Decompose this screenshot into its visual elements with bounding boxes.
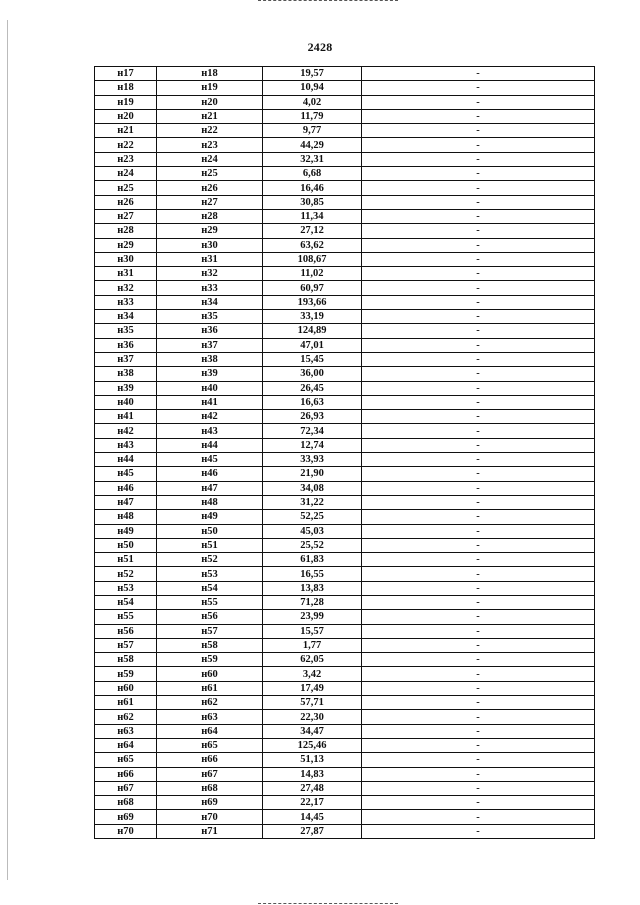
from-point-cell: н24	[95, 167, 157, 181]
distance-cell: 11,34	[263, 209, 362, 223]
to-point-cell: н59	[157, 653, 263, 667]
from-point-cell: н44	[95, 453, 157, 467]
from-point-cell: н41	[95, 410, 157, 424]
table-row	[95, 524, 595, 538]
note-cell: -	[362, 510, 595, 524]
note-cell: -	[362, 267, 595, 281]
from-point-cell: н18	[95, 81, 157, 95]
note-cell: -	[362, 338, 595, 352]
distance-cell: 71,28	[263, 595, 362, 609]
note-cell: -	[362, 595, 595, 609]
note-cell: -	[362, 310, 595, 324]
note-cell: -	[362, 195, 595, 209]
table-row	[95, 453, 595, 467]
to-point-cell: н48	[157, 495, 263, 509]
distance-cell: 45,03	[263, 524, 362, 538]
from-point-cell: н57	[95, 638, 157, 652]
to-point-cell: н55	[157, 595, 263, 609]
from-point-cell: н32	[95, 281, 157, 295]
to-point-cell: н62	[157, 696, 263, 710]
note-cell: -	[362, 767, 595, 781]
to-point-cell: н28	[157, 209, 263, 223]
to-point-cell: н57	[157, 624, 263, 638]
distance-cell: 22,17	[263, 796, 362, 810]
distance-cell: 16,63	[263, 395, 362, 409]
from-point-cell: н34	[95, 310, 157, 324]
table-row	[95, 710, 595, 724]
note-cell: -	[362, 467, 595, 481]
note-cell: -	[362, 95, 595, 109]
table-row	[95, 367, 595, 381]
table-row	[95, 181, 595, 195]
from-point-cell: н35	[95, 324, 157, 338]
to-point-cell: н32	[157, 267, 263, 281]
table-row	[95, 753, 595, 767]
from-point-cell: н21	[95, 124, 157, 138]
page-number: 2428	[307, 40, 333, 54]
distance-cell: 72,34	[263, 424, 362, 438]
to-point-cell: н18	[157, 67, 263, 81]
table-row	[95, 595, 595, 609]
from-point-cell: н52	[95, 567, 157, 581]
table-row	[95, 352, 595, 366]
distance-cell: 47,01	[263, 338, 362, 352]
table-row	[95, 252, 595, 266]
to-point-cell: н64	[157, 724, 263, 738]
from-point-cell: н29	[95, 238, 157, 252]
to-point-cell: н31	[157, 252, 263, 266]
note-cell: -	[362, 710, 595, 724]
note-cell: -	[362, 753, 595, 767]
to-point-cell: н49	[157, 510, 263, 524]
table-body	[95, 67, 595, 839]
table-row	[95, 338, 595, 352]
note-cell: -	[362, 424, 595, 438]
note-cell: -	[362, 367, 595, 381]
to-point-cell: н40	[157, 381, 263, 395]
to-point-cell: н33	[157, 281, 263, 295]
table-row	[95, 238, 595, 252]
note-cell: -	[362, 67, 595, 81]
to-point-cell: н70	[157, 810, 263, 824]
distance-cell: 34,08	[263, 481, 362, 495]
to-point-cell: н58	[157, 638, 263, 652]
from-point-cell: н64	[95, 738, 157, 752]
table-row	[95, 495, 595, 509]
note-cell: -	[362, 810, 595, 824]
to-point-cell: н46	[157, 467, 263, 481]
to-point-cell: н35	[157, 310, 263, 324]
to-point-cell: н51	[157, 538, 263, 552]
from-point-cell: н40	[95, 395, 157, 409]
to-point-cell: н66	[157, 753, 263, 767]
from-point-cell: н45	[95, 467, 157, 481]
distance-cell: 19,57	[263, 67, 362, 81]
note-cell: -	[362, 395, 595, 409]
to-point-cell: н47	[157, 481, 263, 495]
to-point-cell: н65	[157, 738, 263, 752]
scan-left-edge-line	[7, 20, 8, 880]
from-point-cell: н51	[95, 553, 157, 567]
to-point-cell: н63	[157, 710, 263, 724]
distance-cell: 125,46	[263, 738, 362, 752]
from-point-cell: н42	[95, 424, 157, 438]
table-row	[95, 538, 595, 552]
from-point-cell: н56	[95, 624, 157, 638]
distance-cell: 15,45	[263, 352, 362, 366]
from-point-cell: н70	[95, 824, 157, 838]
to-point-cell: н25	[157, 167, 263, 181]
to-point-cell: н26	[157, 181, 263, 195]
distance-cell: 52,25	[263, 510, 362, 524]
from-point-cell: н43	[95, 438, 157, 452]
to-point-cell: н41	[157, 395, 263, 409]
table-row	[95, 124, 595, 138]
table-row	[95, 481, 595, 495]
note-cell: -	[362, 81, 595, 95]
from-point-cell: н38	[95, 367, 157, 381]
note-cell: -	[362, 610, 595, 624]
note-cell: -	[362, 495, 595, 509]
distance-cell: 51,13	[263, 753, 362, 767]
table-row	[95, 696, 595, 710]
from-point-cell: н58	[95, 653, 157, 667]
to-point-cell: н21	[157, 109, 263, 123]
to-point-cell: н71	[157, 824, 263, 838]
distance-cell: 26,45	[263, 381, 362, 395]
table-row	[95, 209, 595, 223]
table-row	[95, 553, 595, 567]
distance-cell: 108,67	[263, 252, 362, 266]
note-cell: -	[362, 238, 595, 252]
note-cell: -	[362, 824, 595, 838]
from-point-cell: н69	[95, 810, 157, 824]
boundary-segments-table	[94, 66, 595, 839]
note-cell: -	[362, 696, 595, 710]
note-cell: -	[362, 438, 595, 452]
note-cell: -	[362, 410, 595, 424]
from-point-cell: н63	[95, 724, 157, 738]
table-row	[95, 95, 595, 109]
note-cell: -	[362, 209, 595, 223]
to-point-cell: н60	[157, 667, 263, 681]
distance-cell: 6,68	[263, 167, 362, 181]
table-row	[95, 281, 595, 295]
note-cell: -	[362, 681, 595, 695]
from-point-cell: н62	[95, 710, 157, 724]
from-point-cell: н28	[95, 224, 157, 238]
note-cell: -	[362, 724, 595, 738]
to-point-cell: н56	[157, 610, 263, 624]
from-point-cell: н49	[95, 524, 157, 538]
distance-cell: 193,66	[263, 295, 362, 309]
distance-cell: 23,99	[263, 610, 362, 624]
table-row	[95, 781, 595, 795]
from-point-cell: н33	[95, 295, 157, 309]
distance-cell: 17,49	[263, 681, 362, 695]
from-point-cell: н59	[95, 667, 157, 681]
from-point-cell: н30	[95, 252, 157, 266]
table-row	[95, 667, 595, 681]
to-point-cell: н38	[157, 352, 263, 366]
table-row	[95, 324, 595, 338]
distance-cell: 33,93	[263, 453, 362, 467]
distance-cell: 34,47	[263, 724, 362, 738]
to-point-cell: н44	[157, 438, 263, 452]
from-point-cell: н54	[95, 595, 157, 609]
table-row	[95, 438, 595, 452]
from-point-cell: н17	[95, 67, 157, 81]
note-cell: -	[362, 152, 595, 166]
distance-cell: 15,57	[263, 624, 362, 638]
table-row	[95, 138, 595, 152]
distance-cell: 26,93	[263, 410, 362, 424]
distance-cell: 36,00	[263, 367, 362, 381]
table-row	[95, 310, 595, 324]
distance-cell: 1,77	[263, 638, 362, 652]
to-point-cell: н30	[157, 238, 263, 252]
table-row	[95, 610, 595, 624]
distance-cell: 33,19	[263, 310, 362, 324]
table-row	[95, 796, 595, 810]
to-point-cell: н24	[157, 152, 263, 166]
note-cell: -	[362, 653, 595, 667]
to-point-cell: н19	[157, 81, 263, 95]
distance-cell: 14,83	[263, 767, 362, 781]
table-row	[95, 638, 595, 652]
note-cell: -	[362, 181, 595, 195]
distance-cell: 14,45	[263, 810, 362, 824]
distance-cell: 61,83	[263, 553, 362, 567]
table-row	[95, 410, 595, 424]
note-cell: -	[362, 224, 595, 238]
table-row	[95, 295, 595, 309]
from-point-cell: н66	[95, 767, 157, 781]
from-point-cell: н39	[95, 381, 157, 395]
table-row	[95, 81, 595, 95]
table-row	[95, 381, 595, 395]
table-row	[95, 810, 595, 824]
note-cell: -	[362, 581, 595, 595]
distance-cell: 16,46	[263, 181, 362, 195]
from-point-cell: н67	[95, 781, 157, 795]
note-cell: -	[362, 138, 595, 152]
to-point-cell: н69	[157, 796, 263, 810]
to-point-cell: н22	[157, 124, 263, 138]
note-cell: -	[362, 796, 595, 810]
from-point-cell: н47	[95, 495, 157, 509]
table-row	[95, 152, 595, 166]
to-point-cell: н67	[157, 767, 263, 781]
table-row	[95, 224, 595, 238]
note-cell: -	[362, 109, 595, 123]
to-point-cell: н27	[157, 195, 263, 209]
distance-cell: 32,31	[263, 152, 362, 166]
to-point-cell: н53	[157, 567, 263, 581]
from-point-cell: н26	[95, 195, 157, 209]
distance-cell: 57,71	[263, 696, 362, 710]
table-row	[95, 510, 595, 524]
from-point-cell: н20	[95, 109, 157, 123]
from-point-cell: н68	[95, 796, 157, 810]
table-row	[95, 724, 595, 738]
to-point-cell: н29	[157, 224, 263, 238]
table-row	[95, 767, 595, 781]
table-row	[95, 267, 595, 281]
note-cell: -	[362, 481, 595, 495]
to-point-cell: н36	[157, 324, 263, 338]
table-row	[95, 624, 595, 638]
distance-cell: 44,29	[263, 138, 362, 152]
distance-cell: 63,62	[263, 238, 362, 252]
to-point-cell: н20	[157, 95, 263, 109]
table-row	[95, 195, 595, 209]
from-point-cell: н22	[95, 138, 157, 152]
note-cell: -	[362, 667, 595, 681]
table-row	[95, 738, 595, 752]
note-cell: -	[362, 295, 595, 309]
to-point-cell: н68	[157, 781, 263, 795]
table-row	[95, 67, 595, 81]
note-cell: -	[362, 252, 595, 266]
table-row	[95, 824, 595, 838]
from-point-cell: н46	[95, 481, 157, 495]
note-cell: -	[362, 553, 595, 567]
distance-cell: 13,83	[263, 581, 362, 595]
note-cell: -	[362, 352, 595, 366]
from-point-cell: н23	[95, 152, 157, 166]
to-point-cell: н61	[157, 681, 263, 695]
distance-cell: 12,74	[263, 438, 362, 452]
note-cell: -	[362, 624, 595, 638]
distance-cell: 30,85	[263, 195, 362, 209]
distance-cell: 27,12	[263, 224, 362, 238]
from-point-cell: н60	[95, 681, 157, 695]
from-point-cell: н50	[95, 538, 157, 552]
note-cell: -	[362, 638, 595, 652]
to-point-cell: н39	[157, 367, 263, 381]
distance-cell: 9,77	[263, 124, 362, 138]
to-point-cell: н42	[157, 410, 263, 424]
distance-cell: 11,02	[263, 267, 362, 281]
to-point-cell: н23	[157, 138, 263, 152]
table-row	[95, 467, 595, 481]
from-point-cell: н25	[95, 181, 157, 195]
note-cell: -	[362, 124, 595, 138]
distance-cell: 11,79	[263, 109, 362, 123]
table-row	[95, 653, 595, 667]
distance-cell: 3,42	[263, 667, 362, 681]
from-point-cell: н55	[95, 610, 157, 624]
from-point-cell: н37	[95, 352, 157, 366]
table-row	[95, 581, 595, 595]
note-cell: -	[362, 453, 595, 467]
note-cell: -	[362, 324, 595, 338]
from-point-cell: н31	[95, 267, 157, 281]
to-point-cell: н50	[157, 524, 263, 538]
to-point-cell: н54	[157, 581, 263, 595]
to-point-cell: н37	[157, 338, 263, 352]
to-point-cell: н45	[157, 453, 263, 467]
table-row	[95, 424, 595, 438]
to-point-cell: н52	[157, 553, 263, 567]
distance-cell: 25,52	[263, 538, 362, 552]
distance-cell: 21,90	[263, 467, 362, 481]
from-point-cell: н48	[95, 510, 157, 524]
scan-top-edge-line	[258, 0, 398, 2]
table-row	[95, 567, 595, 581]
to-point-cell: н34	[157, 295, 263, 309]
from-point-cell: н53	[95, 581, 157, 595]
distance-cell: 10,94	[263, 81, 362, 95]
note-cell: -	[362, 538, 595, 552]
distance-cell: 60,97	[263, 281, 362, 295]
note-cell: -	[362, 738, 595, 752]
distance-cell: 62,05	[263, 653, 362, 667]
table-row	[95, 167, 595, 181]
to-point-cell: н43	[157, 424, 263, 438]
table-row	[95, 681, 595, 695]
note-cell: -	[362, 381, 595, 395]
note-cell: -	[362, 567, 595, 581]
from-point-cell: н19	[95, 95, 157, 109]
distance-cell: 16,55	[263, 567, 362, 581]
from-point-cell: н61	[95, 696, 157, 710]
distance-cell: 4,02	[263, 95, 362, 109]
table-row	[95, 109, 595, 123]
from-point-cell: н65	[95, 753, 157, 767]
distance-cell: 27,48	[263, 781, 362, 795]
distance-cell: 22,30	[263, 710, 362, 724]
distance-cell: 124,89	[263, 324, 362, 338]
note-cell: -	[362, 781, 595, 795]
note-cell: -	[362, 524, 595, 538]
note-cell: -	[362, 281, 595, 295]
distance-cell: 27,87	[263, 824, 362, 838]
from-point-cell: н36	[95, 338, 157, 352]
table-row	[95, 395, 595, 409]
note-cell: -	[362, 167, 595, 181]
from-point-cell: н27	[95, 209, 157, 223]
distance-cell: 31,22	[263, 495, 362, 509]
